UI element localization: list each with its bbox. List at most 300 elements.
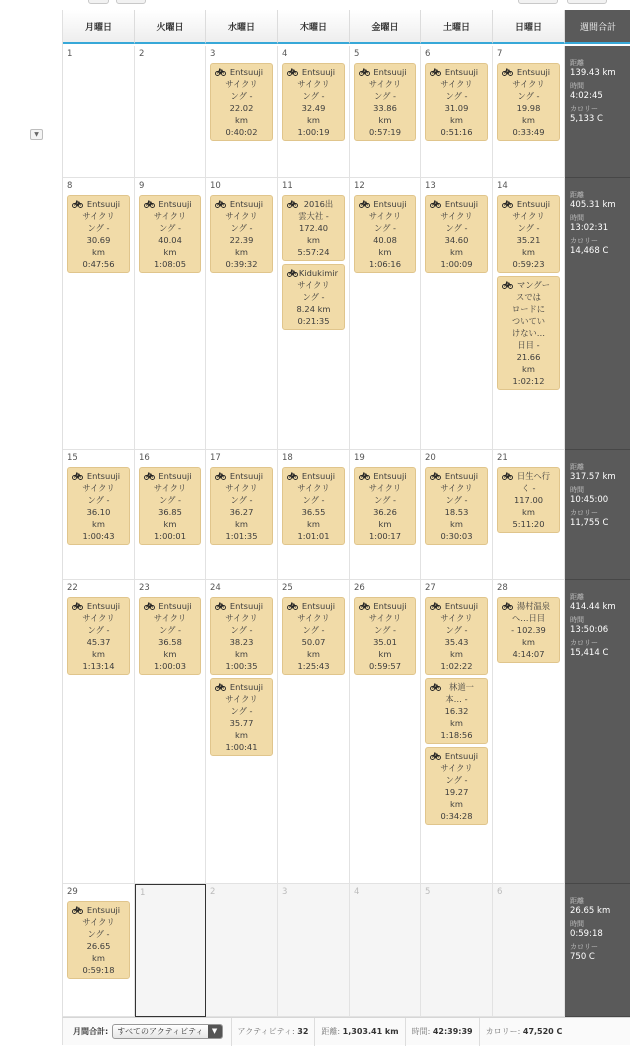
activity-detail: 117.00	[513, 495, 544, 505]
day-number: 6	[497, 887, 503, 897]
activity-detail: 35.43	[444, 637, 469, 647]
week-distance-value: 26.65 km	[570, 906, 611, 916]
activity-detail: km	[522, 637, 535, 647]
day-number: 28	[497, 583, 508, 593]
activity-detail: 本… -	[445, 694, 468, 704]
bicycle-icon	[359, 199, 370, 211]
month-calories: カロリー: 47,520 C	[485, 1027, 563, 1036]
activity-detail: サイクリ	[440, 763, 473, 773]
activity-title: マングー	[516, 280, 551, 290]
activity-detail: サイクリ	[82, 211, 115, 221]
calendar-day-cell[interactable]	[206, 46, 278, 178]
activity-card[interactable]	[210, 678, 273, 756]
activity-card[interactable]	[210, 467, 273, 545]
calendar-day-cell[interactable]	[135, 580, 206, 884]
activity-detail: サイクリ	[440, 79, 473, 89]
activity-detail: ング -	[445, 223, 468, 233]
calendar-day-cell[interactable]	[350, 178, 421, 450]
calendar-day-cell[interactable]	[206, 580, 278, 884]
calendar-day-cell[interactable]	[493, 884, 565, 1017]
activity-detail: km	[163, 519, 177, 529]
day-number: 11	[282, 181, 293, 191]
activity-detail: 5:11:20	[512, 519, 545, 529]
calendar-day-cell[interactable]	[63, 884, 135, 1017]
activity-card[interactable]	[497, 597, 560, 663]
month-summary-bar	[62, 1017, 630, 1045]
activity-card[interactable]	[282, 597, 345, 675]
activity-detail: サイクリ	[225, 211, 258, 221]
bicycle-icon	[430, 471, 441, 483]
activity-detail: 0:34:28	[440, 811, 473, 821]
activity-filter-value: すべてのアクティビティ	[117, 1027, 204, 1036]
activity-detail: ング -	[373, 495, 397, 505]
activity-detail: ング -	[230, 91, 253, 101]
activity-detail: km	[378, 115, 392, 125]
week-time-value: 0:59:18	[570, 929, 603, 939]
activity-card[interactable]	[139, 195, 201, 273]
activity-detail: 16.32	[444, 706, 469, 716]
activity-detail: ング -	[302, 495, 325, 505]
bicycle-icon	[144, 471, 155, 483]
activity-title: Entsuuji	[158, 601, 192, 611]
calendar-day-cell[interactable]	[135, 46, 206, 178]
bicycle-icon	[502, 280, 513, 292]
bicycle-icon	[72, 601, 83, 613]
activity-detail: km	[450, 115, 463, 125]
activity-title: 2016出	[303, 199, 334, 209]
week-time-label: 時間	[570, 486, 584, 494]
toolbar-button[interactable]	[518, 0, 558, 4]
activity-title: Entsuuji	[373, 199, 407, 209]
header-tuesday: 火曜日	[135, 10, 206, 44]
activity-detail: ング -	[158, 223, 182, 233]
activity-detail: サイクリ	[440, 483, 473, 493]
activity-detail: km	[450, 247, 463, 257]
week-summary	[565, 580, 630, 884]
bicycle-icon	[215, 67, 226, 79]
week-time-value: 13:50:06	[570, 625, 609, 635]
bicycle-icon	[72, 905, 83, 917]
activity-detail: 1:08:05	[154, 259, 186, 269]
week-calories-label: カロリー	[570, 943, 598, 951]
day-number: 14	[497, 181, 508, 191]
bicycle-icon	[502, 601, 513, 613]
activity-detail: km	[235, 730, 248, 740]
activity-detail: km	[450, 519, 463, 529]
week-distance-label: 距離	[570, 463, 584, 471]
day-number: 19	[354, 453, 365, 463]
activity-card[interactable]	[210, 63, 273, 141]
calendar-day-cell[interactable]	[278, 450, 350, 580]
activity-detail: 36.58	[158, 637, 182, 647]
activity-detail: 35.01	[373, 637, 397, 647]
activity-card[interactable]	[425, 747, 488, 825]
day-number: 20	[425, 453, 436, 463]
activity-detail: 8.24 km	[296, 304, 331, 314]
header-wednesday: 水曜日	[206, 10, 278, 44]
activity-title: Entsuuji	[158, 199, 192, 209]
activity-title: Entsuuji	[229, 682, 264, 692]
calendar-day-cell[interactable]	[421, 450, 493, 580]
day-number: 2	[139, 49, 145, 59]
week-time-value: 10:45:00	[570, 495, 609, 505]
bicycle-icon	[215, 682, 226, 694]
calendar-day-cell[interactable]	[206, 884, 278, 1017]
activity-title: Entsuuji	[373, 67, 407, 77]
activity-detail: km	[92, 519, 105, 529]
activity-title: Entsuuji	[229, 199, 264, 209]
calendar-day-cell[interactable]	[135, 450, 206, 580]
activity-detail: km	[235, 115, 248, 125]
activity-detail: 21.66	[516, 352, 541, 362]
day-number: 2	[210, 887, 216, 897]
activity-title: Entsuuji	[301, 601, 336, 611]
activity-detail: サイクリ	[225, 694, 258, 704]
calendar-day-cell[interactable]	[493, 178, 565, 450]
activity-title: Entsuuji	[444, 199, 479, 209]
activity-detail: 1:25:43	[297, 661, 330, 671]
bicycle-icon	[287, 199, 298, 211]
calendar-day-cell[interactable]	[350, 580, 421, 884]
calendar-day-cell[interactable]	[421, 884, 493, 1017]
calendar-day-cell[interactable]	[278, 178, 350, 450]
calendar-day-cell[interactable]	[493, 46, 565, 178]
calendar-day-cell[interactable]	[278, 46, 350, 178]
week-calories-value: 15,414 C	[570, 648, 609, 658]
activity-detail: 34.60	[444, 235, 469, 245]
header-thursday: 木曜日	[278, 10, 350, 44]
activity-card[interactable]	[497, 195, 560, 273]
toolbar-button[interactable]	[88, 0, 109, 4]
activity-detail: ング -	[373, 223, 397, 233]
bicycle-icon	[144, 601, 155, 613]
activity-card[interactable]	[425, 467, 488, 545]
activity-detail: サイクリ	[82, 483, 115, 493]
calendar-day-cell[interactable]	[135, 178, 206, 450]
day-number: 21	[497, 453, 508, 463]
activity-detail: km	[378, 649, 392, 659]
activity-detail: ング -	[445, 91, 468, 101]
activity-detail: km	[450, 718, 463, 728]
calendar-day-cell[interactable]	[493, 450, 565, 580]
activity-detail: 19.98	[516, 103, 541, 113]
activity-detail: km	[522, 247, 535, 257]
activity-detail: 36.27	[229, 507, 254, 517]
activity-detail: 1:02:22	[440, 661, 473, 671]
activity-detail: 19.27	[444, 787, 469, 797]
day-number: 12	[354, 181, 365, 191]
activity-detail: 日目 -	[517, 340, 540, 350]
activity-card[interactable]	[67, 597, 130, 675]
activity-detail: サイクリ	[82, 613, 115, 623]
calendar-day-cell[interactable]	[206, 450, 278, 580]
activity-detail: km	[307, 519, 320, 529]
activity-card[interactable]	[67, 467, 130, 545]
calendar-day-cell[interactable]	[421, 46, 493, 178]
calendar-day-cell[interactable]	[135, 884, 206, 1017]
activity-detail: サイクリ	[297, 79, 330, 89]
week-distance-label: 距離	[570, 191, 584, 199]
bicycle-icon	[72, 199, 83, 211]
activity-card[interactable]	[497, 467, 560, 533]
activity-card[interactable]	[354, 467, 416, 545]
activity-detail: ング -	[230, 223, 253, 233]
week-time-label: 時間	[570, 616, 584, 624]
activity-card[interactable]	[67, 901, 130, 979]
activity-title: Entsuuji	[373, 601, 407, 611]
activity-title: Entsuuji	[229, 601, 264, 611]
activity-title: Entsuuji	[301, 67, 336, 77]
activity-detail: ング -	[445, 775, 468, 785]
activity-detail: サイクリ	[225, 79, 258, 89]
day-number: 25	[282, 583, 293, 593]
activity-detail: 雲大社 -	[298, 211, 329, 221]
activity-card[interactable]	[67, 195, 130, 273]
calendar-day-cell[interactable]	[421, 178, 493, 450]
activity-detail: 1:13:14	[82, 661, 115, 671]
bicycle-icon	[502, 199, 513, 211]
activity-detail: ついてい	[511, 316, 546, 326]
activity-detail: 40.08	[373, 235, 397, 245]
activity-title: Entsuuji	[86, 601, 121, 611]
activity-title: Entsuuji	[86, 199, 121, 209]
activity-detail: 0:59:57	[369, 661, 401, 671]
header-saturday: 土曜日	[421, 10, 493, 44]
bicycle-icon	[502, 67, 513, 79]
activity-detail: 36.26	[373, 507, 397, 517]
activity-detail: サイクリ	[82, 917, 115, 927]
activity-card[interactable]	[425, 195, 488, 273]
activity-title: Entsuuji	[373, 471, 407, 481]
week-time-value: 13:02:31	[570, 223, 609, 233]
activity-detail: 50.07	[301, 637, 326, 647]
day-number: 15	[67, 453, 78, 463]
calendar-day-cell[interactable]	[63, 178, 135, 450]
day-number: 16	[139, 453, 150, 463]
bicycle-icon	[430, 67, 441, 79]
chevron-down-icon: ▼	[208, 1024, 222, 1039]
day-number: 13	[425, 181, 436, 191]
bicycle-icon	[359, 471, 370, 483]
activity-detail: ング -	[373, 91, 397, 101]
toolbar-button[interactable]	[567, 0, 607, 4]
activity-card[interactable]	[282, 195, 345, 261]
activity-card[interactable]	[139, 467, 201, 545]
activity-card[interactable]	[354, 195, 416, 273]
activity-card[interactable]	[282, 63, 345, 141]
activity-title: Entsuuji	[444, 751, 479, 761]
calendar-day-cell[interactable]	[421, 580, 493, 884]
activity-detail: 1:00:35	[225, 661, 258, 671]
activity-title: 湯村温泉	[516, 601, 551, 611]
activity-card[interactable]	[354, 63, 416, 141]
activity-detail: 35.21	[516, 235, 541, 245]
activity-detail: 18.53	[444, 507, 469, 517]
activity-title: Entsuuji	[86, 471, 121, 481]
bicycle-icon	[430, 199, 441, 211]
activity-detail: 0:30:03	[440, 531, 473, 541]
activity-detail: 1:00:09	[440, 259, 473, 269]
header-sunday: 日曜日	[493, 10, 565, 44]
activity-detail: サイクリ	[297, 280, 330, 290]
week-distance-label: 距離	[570, 897, 584, 905]
day-number: 18	[282, 453, 293, 463]
day-number: 7	[497, 49, 503, 59]
activity-card[interactable]	[210, 597, 273, 675]
activity-detail: 40.04	[158, 235, 182, 245]
activity-detail: 36.85	[158, 507, 182, 517]
activity-title: Entsuuji	[229, 471, 264, 481]
activity-detail: ング -	[302, 91, 325, 101]
bicycle-icon	[502, 471, 513, 483]
top-toolbar-strip	[0, 0, 630, 9]
activity-card[interactable]	[282, 467, 345, 545]
activity-detail: 26.65	[86, 941, 111, 951]
week-distance-value: 405.31 km	[570, 200, 616, 210]
bicycle-icon	[430, 601, 441, 613]
bicycle-icon	[287, 601, 298, 613]
calendar-day-cell[interactable]	[350, 450, 421, 580]
day-number: 4	[354, 887, 360, 897]
activity-filter-select[interactable]	[112, 1024, 222, 1039]
sidebar-toggle-button[interactable]: ▼	[30, 129, 43, 140]
calendar-grid	[62, 10, 630, 1017]
activity-card[interactable]	[210, 195, 273, 273]
calendar-day-cell[interactable]	[278, 884, 350, 1017]
day-number: 29	[67, 887, 78, 897]
calendar-day-cell[interactable]	[206, 178, 278, 450]
header-week-total: 週間合計	[565, 10, 630, 44]
activity-detail: サイクリ	[368, 613, 402, 623]
activity-detail: km	[378, 247, 392, 257]
week-time-label: 時間	[570, 920, 584, 928]
activity-detail: ング -	[445, 625, 468, 635]
activity-detail: 31.09	[444, 103, 469, 113]
day-number: 9	[139, 181, 145, 191]
activity-detail: 0:39:32	[225, 259, 258, 269]
month-distance: 距離: 1,303.41 km	[321, 1027, 399, 1036]
activity-detail: km	[307, 649, 320, 659]
calendar-day-cell[interactable]	[350, 46, 421, 178]
activity-detail: 30.69	[86, 235, 111, 245]
activity-card[interactable]	[282, 264, 345, 330]
activity-card[interactable]	[425, 678, 488, 744]
toolbar-button[interactable]	[116, 0, 146, 4]
week-calories-value: 5,133 C	[570, 114, 603, 124]
calendar-day-cell[interactable]	[63, 46, 135, 178]
calendar-day-cell[interactable]	[63, 580, 135, 884]
activity-detail: サイクリ	[440, 613, 473, 623]
activity-detail: ング -	[517, 223, 540, 233]
bicycle-icon	[215, 471, 226, 483]
activity-detail: 1:00:41	[225, 742, 258, 752]
week-calories-label: カロリー	[570, 639, 598, 647]
activity-title: Entsuuji	[158, 471, 192, 481]
activity-detail: 1:00:19	[297, 127, 330, 137]
activity-card[interactable]	[354, 597, 416, 675]
activity-detail: 0:40:02	[225, 127, 258, 137]
activity-card[interactable]	[425, 63, 488, 141]
calendar-day-cell[interactable]	[350, 884, 421, 1017]
activity-title: Entsuuji	[301, 471, 336, 481]
activity-detail: く -	[521, 483, 536, 493]
activity-card[interactable]	[425, 597, 488, 675]
activity-detail: 36.10	[86, 507, 111, 517]
week-calories-label: カロリー	[570, 509, 598, 517]
activity-detail: ング -	[517, 91, 540, 101]
activity-detail: 1:01:35	[225, 531, 258, 541]
activity-detail: 172.40	[298, 223, 329, 233]
activity-detail: km	[92, 247, 105, 257]
activity-detail: km	[307, 115, 320, 125]
activity-detail: サイクリ	[297, 483, 330, 493]
day-number: 22	[67, 583, 78, 593]
week-distance-label: 距離	[570, 593, 584, 601]
bicycle-icon	[72, 471, 83, 483]
activity-title: Entsuuji	[444, 67, 479, 77]
activity-detail: km	[92, 953, 105, 963]
activity-detail: km	[163, 649, 177, 659]
bicycle-icon	[215, 199, 226, 211]
activity-detail: km	[235, 649, 248, 659]
activity-detail: ング -	[302, 292, 325, 302]
week-calories-value: 750 C	[570, 952, 595, 962]
activity-detail: 36.55	[301, 507, 326, 517]
activity-detail: 4:14:07	[512, 649, 545, 659]
activity-detail: km	[235, 247, 248, 257]
bicycle-icon	[359, 601, 370, 613]
calendar-day-cell[interactable]	[278, 580, 350, 884]
activity-detail: サイクリ	[153, 483, 187, 493]
day-number: 4	[282, 49, 288, 59]
activity-detail: km	[92, 649, 105, 659]
week-summary	[565, 46, 630, 178]
bicycle-icon	[430, 682, 441, 694]
activity-detail: 0:51:16	[440, 127, 473, 137]
bicycle-icon	[287, 268, 298, 280]
activity-detail: 0:47:56	[82, 259, 115, 269]
activity-title: 日生へ行	[516, 471, 551, 481]
activity-detail: 0:57:19	[369, 127, 401, 137]
activity-detail: km	[235, 519, 248, 529]
activity-detail: へ…日目	[511, 613, 546, 623]
activity-card[interactable]	[497, 63, 560, 141]
calendar-day-cell[interactable]	[63, 450, 135, 580]
bicycle-icon	[430, 751, 441, 763]
activity-detail: 0:21:35	[297, 316, 330, 326]
bicycle-icon	[287, 471, 298, 483]
activity-card[interactable]	[497, 276, 560, 390]
activity-detail: サイクリ	[512, 211, 545, 221]
day-number: 3	[282, 887, 288, 897]
week-distance-value: 414.44 km	[570, 602, 616, 612]
day-number: 1	[140, 888, 146, 898]
activity-detail: サイクリ	[153, 211, 187, 221]
activity-detail: km	[378, 519, 392, 529]
activity-detail: ング -	[87, 223, 110, 233]
day-number: 10	[210, 181, 221, 191]
day-number: 3	[210, 49, 216, 59]
day-number: 17	[210, 453, 221, 463]
activity-card[interactable]	[139, 597, 201, 675]
calendar-day-cell[interactable]	[493, 580, 565, 884]
activity-detail: 0:33:49	[512, 127, 545, 137]
activity-detail: ング -	[445, 495, 468, 505]
activity-detail: サイクリ	[368, 211, 402, 221]
activity-detail: ング -	[87, 495, 110, 505]
week-distance-value: 139.43 km	[570, 68, 616, 78]
activity-detail: サイクリ	[512, 79, 545, 89]
